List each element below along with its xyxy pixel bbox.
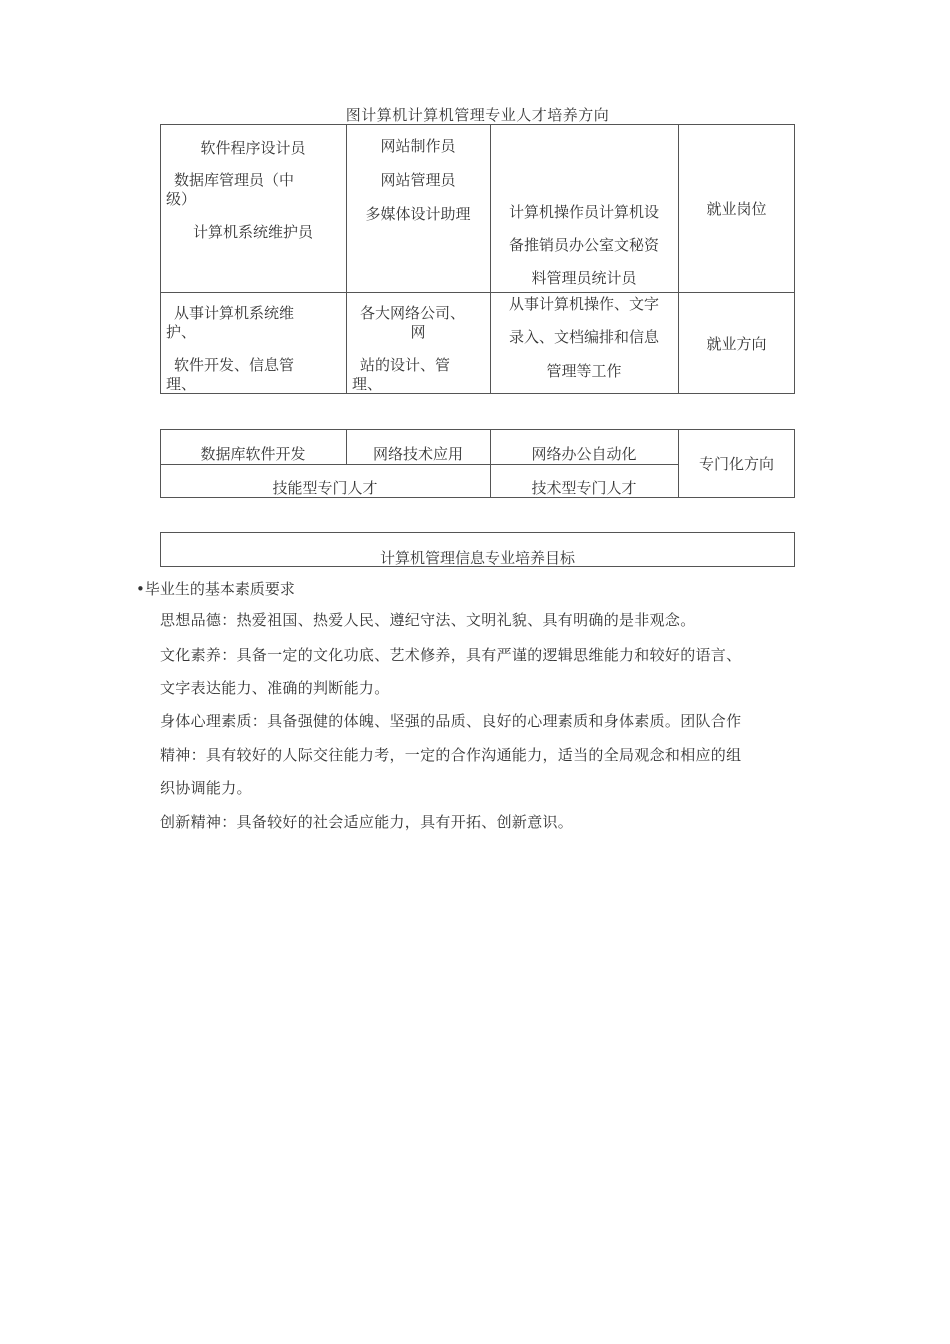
group-technical-talent: 技术型专门人才 (531, 479, 637, 497)
dir-operation-line2: 录入、文档编排和信息 (508, 328, 659, 346)
post-web-admin: 网站管理员 (380, 171, 456, 189)
goal-title: 计算机管理信息专业培养目标 (379, 549, 575, 567)
post-web-maker: 网站制作员 (380, 137, 456, 155)
post-operator-line2: 备推销员办公室文秘资 (508, 236, 659, 254)
paragraph-innovation: 创新精神：具备较好的社会适应能力，具有开拓、创新意识。 (160, 813, 574, 831)
post-operator-line3: 料管理员统计员 (531, 269, 637, 287)
post-dba-cont: 级） (166, 190, 197, 208)
paragraph-morality: 思想品德：热爱祖国、热爱人民、遵纪守法、文明礼貌、具有明确的是非观念。 (160, 611, 696, 629)
table-divider (346, 124, 347, 394)
table-divider (160, 292, 795, 293)
spec-office-automation: 网络办公自动化 (531, 445, 637, 463)
dir-web-line3: 站的设计、管 (360, 356, 451, 374)
dir-system-line1: 从事计算机系统维 (174, 304, 295, 322)
section-heading: •毕业生的基本素质要求 (136, 580, 295, 598)
paragraph-physical-line3: 织协调能力。 (160, 779, 252, 797)
dir-system-line4: 理、 (166, 375, 197, 393)
dir-operation-line1: 从事计算机操作、文字 (508, 295, 659, 313)
table-divider (160, 464, 678, 465)
table-divider (678, 124, 679, 394)
label-employment-direction: 就业方向 (706, 335, 767, 353)
paragraph-culture-line2: 文字表达能力、准确的判断能力。 (160, 679, 390, 697)
post-dba: 数据库管理员（中 (174, 171, 295, 189)
dir-system-line3: 软件开发、信息管 (174, 356, 295, 374)
dir-web-line1: 各大网络公司、 (360, 304, 466, 322)
spec-database-dev: 数据库软件开发 (200, 445, 306, 463)
dir-system-line2: 护、 (166, 323, 197, 341)
post-operator-line1: 计算机操作员计算机设 (508, 203, 659, 221)
dir-web-line2: 网 (410, 323, 426, 341)
group-skill-talent: 技能型专门人才 (272, 479, 378, 497)
career-table (160, 124, 795, 394)
dir-web-line4: 理、 (352, 375, 383, 393)
figure-caption: 图计算机计算机管理专业人才培养方向 (345, 106, 610, 124)
post-software-designer: 软件程序设计员 (200, 139, 306, 157)
paragraph-physical-line1: 身体心理素质：具备强健的体魄、坚强的品质、良好的心理素质和身体素质。团队合作 (160, 712, 742, 730)
post-sys-maintainer: 计算机系统维护员 (192, 223, 313, 241)
dir-operation-line3: 管理等工作 (546, 362, 622, 380)
spec-network-tech: 网络技术应用 (372, 445, 463, 463)
label-specialization: 专门化方向 (698, 455, 774, 473)
table-divider (490, 124, 491, 394)
paragraph-culture-line1: 文化素养：具备一定的文化功底、艺术修养，具有严谨的逻辑思维能力和较好的语言、 (160, 646, 742, 664)
post-multimedia-assistant: 多媒体设计助理 (365, 205, 471, 223)
paragraph-physical-line2: 精神：具有较好的人际交往能力考，一定的合作沟通能力，适当的全局观念和相应的组 (160, 746, 742, 764)
label-employment-posts: 就业岗位 (706, 200, 767, 218)
